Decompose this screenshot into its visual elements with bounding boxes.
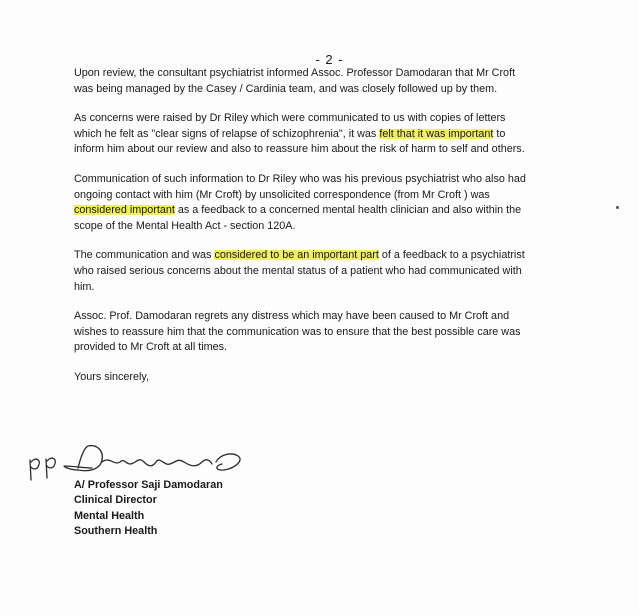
text-segment: Upon review, the consultant psychiatrist informed Assoc. Professor Damodaran that Mr Croft <box>74 67 516 79</box>
text-line <box>74 172 544 188</box>
text-segment: to <box>493 127 506 140</box>
letter-body <box>74 66 544 400</box>
text-line <box>74 309 544 325</box>
text-line <box>74 248 544 264</box>
paragraph <box>74 172 544 234</box>
text-line <box>74 188 544 204</box>
signatory-department: Mental Health <box>74 509 145 522</box>
paragraph <box>74 309 544 356</box>
text-segment: provided to Mr Croft at all times. <box>74 341 228 354</box>
closing-salutation: Yours sincerely, <box>74 370 150 383</box>
text-segment: of a feedback to a psychiatrist <box>378 249 525 262</box>
text-segment: ongoing contact with him (Mr Croft) by unsolicited correspondence (from Mr Croft ) was <box>74 188 490 201</box>
text-line <box>74 340 544 356</box>
text-line <box>74 325 544 341</box>
text-line <box>74 280 544 296</box>
text-line <box>74 264 544 280</box>
text-segment: him. <box>74 280 95 293</box>
text-segment: as a feedback to a concerned mental health clinician and also within the <box>174 204 522 217</box>
highlighted-text: felt that it was important <box>379 127 494 140</box>
text-segment: wishes to reassure him that the communication was to ensure that the best possible care was <box>74 325 521 338</box>
text-line <box>74 142 544 158</box>
paragraph <box>74 248 544 295</box>
text-segment: who raised serious concerns about the mental status of a patient who had communicated with <box>74 264 522 277</box>
signatory-block <box>74 478 223 540</box>
text-line <box>74 203 544 219</box>
text-line <box>74 82 544 98</box>
scan-speck <box>616 206 619 209</box>
text-line <box>74 127 544 143</box>
text-segment: which he felt as "clear signs of relapse of schizophrenia", it was <box>74 127 380 140</box>
signatory-name: A/ Professor Saji Damodaran <box>74 479 223 491</box>
text-segment: Assoc. Prof. Damodaran regrets any distress which may have been caused to Mr Croft and <box>74 310 510 323</box>
text-segment: scope of the Mental Health Act - section 120A. <box>74 219 296 232</box>
text-segment: As concerns were raised by Dr Riley which were communicated to us with copies of letters <box>74 112 506 125</box>
text-segment: The communication and was <box>74 249 215 262</box>
text-segment: was being managed by the Casey / Cardinia team, and was closely followed up by them. <box>74 82 498 95</box>
highlighted-text: considered to be an important part <box>214 249 379 262</box>
text-segment: Communication of such information to Dr Riley who was his previous psychiatrist who also had <box>74 172 526 185</box>
page-number: - 2 - <box>315 52 344 67</box>
highlighted-text: considered important <box>74 204 175 217</box>
text-line <box>74 219 544 235</box>
text-line <box>74 111 544 127</box>
paragraph-list <box>74 66 544 356</box>
signatory-title: Clinical Director <box>74 494 157 507</box>
paragraph <box>74 66 544 97</box>
signatory-organization: Southern Health <box>74 525 158 538</box>
paragraph <box>74 111 544 158</box>
text-line <box>74 66 544 82</box>
text-segment: inform him about our review and also to reassure him about the risk of harm to self and others. <box>74 143 525 156</box>
